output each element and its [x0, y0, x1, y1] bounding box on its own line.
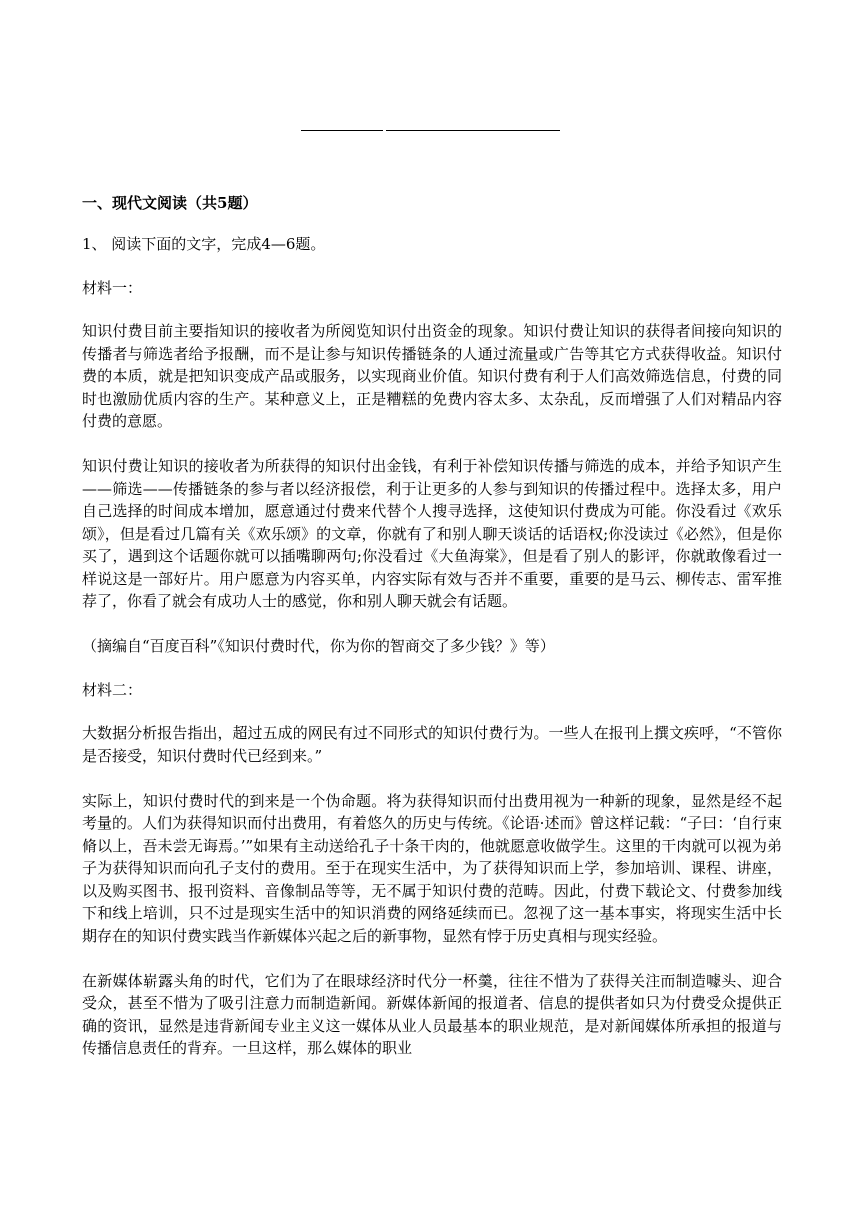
material-one-label: 材料一：	[82, 278, 143, 297]
material-two-paragraph-3: 在新媒体崭露头角的时代，它们为了在眼球经济时代分一杯羹，往往不惜为了获得关注而制造噱头、迎合受众，甚至不惜为了吸引注意力而制造新闻。新媒体新闻的报道者、信息的提供者如只为付费受众提供正确的资讯，显然是违背新闻专业主义这一媒体从业人员最基本的职业规范，是对新闻媒体所承担的报道与传播信息责任的背弃。一旦这样，那么媒体的职业	[82, 971, 782, 1057]
header-rule	[0, 122, 860, 132]
question-stem: 1、 阅读下面的文字，完成4—6题。	[82, 235, 326, 253]
header-rule-right	[386, 130, 560, 131]
document-content	[82, 193, 782, 1082]
material-two-paragraph-1: 大数据分析报告指出，超过五成的网民有过不同形式的知识付费行为。一些人在报刊上撰文疾呼，“不管你是否接受，知识付费时代已经到来。”	[82, 724, 782, 765]
section-title: 一、现代文阅读（共5题）	[82, 194, 258, 212]
material-one-paragraph-1: 知识付费目前主要指知识的接收者为所阅览知识付出资金的现象。知识付费让知识的获得者间接向知识的传播者与筛选者给予报酬，而不是让参与知识传播链条的人通过流量或广告等其它方式获得收益。知识付费的本质，就是把知识变成产品或服务，以实现商业价值。知识付费有利于人们高效筛选信息，付费的同时也激励优质内容的生产。某种意义上，正是糟糕的免费内容太多、太杂乱，反而增强了人们对精品内容付费的意愿。	[82, 322, 782, 430]
material-two-paragraph-2: 实际上，知识付费时代的到来是一个伪命题。将为获得知识而付出费用视为一种新的现象，显然是经不起考量的。人们为获得知识而付出费用，有着悠久的历史与传统。《论语·述而》曾这样记载：“子曰：‘自行束脩以上，吾未尝无诲焉。’”如果有主动送给孔子十条干肉的，他就愿意收做学生。这里的干肉就可以视为弟子为获得知识而向孔子支付的费用。至于在现实生活中，为了获得知识而上学，参加培训、课程、讲座，以及购买图书、报刊资料、音像制品等等，无不属于知识付费的范畴。因此，付费下载论文、付费参加线下和线上培训，只不过是现实生活中的知识消费的网络延续而已。忽视了这一基本事实，将现实生活中长期存在的知识付费实践当作新媒体兴起之后的新事物，显然有悖于历史真相与现实经验。	[82, 791, 782, 945]
header-rule-left	[301, 130, 383, 131]
material-one-source: （摘编自“百度百科”《知识付费时代，你为你的智商交了多少钱？》等）	[82, 637, 555, 655]
material-one-paragraph-2: 知识付费让知识的接收者为所获得的知识付出金钱，有利于补偿知识传播与筛选的成本，并给予知识产生——筛选——传播链条的参与者以经济报偿，利于让更多的人参与到知识的传播过程中。选择太多，用户自己选择的时间成本增加，愿意通过付费来代替个人搜寻选择，这使知识付费成为可能。你没看过《欢乐颂》，但是看过几篇有关《欢乐颂》的文章，你就有了和别人聊天谈话的话语权;你没读过《必然》，但是你买了，遇到这个话题你就可以插嘴聊两句;你没看过《大鱼海棠》，但是看了别人的影评，你就敢像看过一样说这是一部好片。用户愿意为内容买单，内容实际有效与否并不重要，重要的是马云、柳传志、雷军推荐了，你看了就会有成功人士的感觉，你和别人聊天就会有话题。	[82, 457, 782, 610]
material-two-label: 材料二：	[82, 680, 143, 699]
